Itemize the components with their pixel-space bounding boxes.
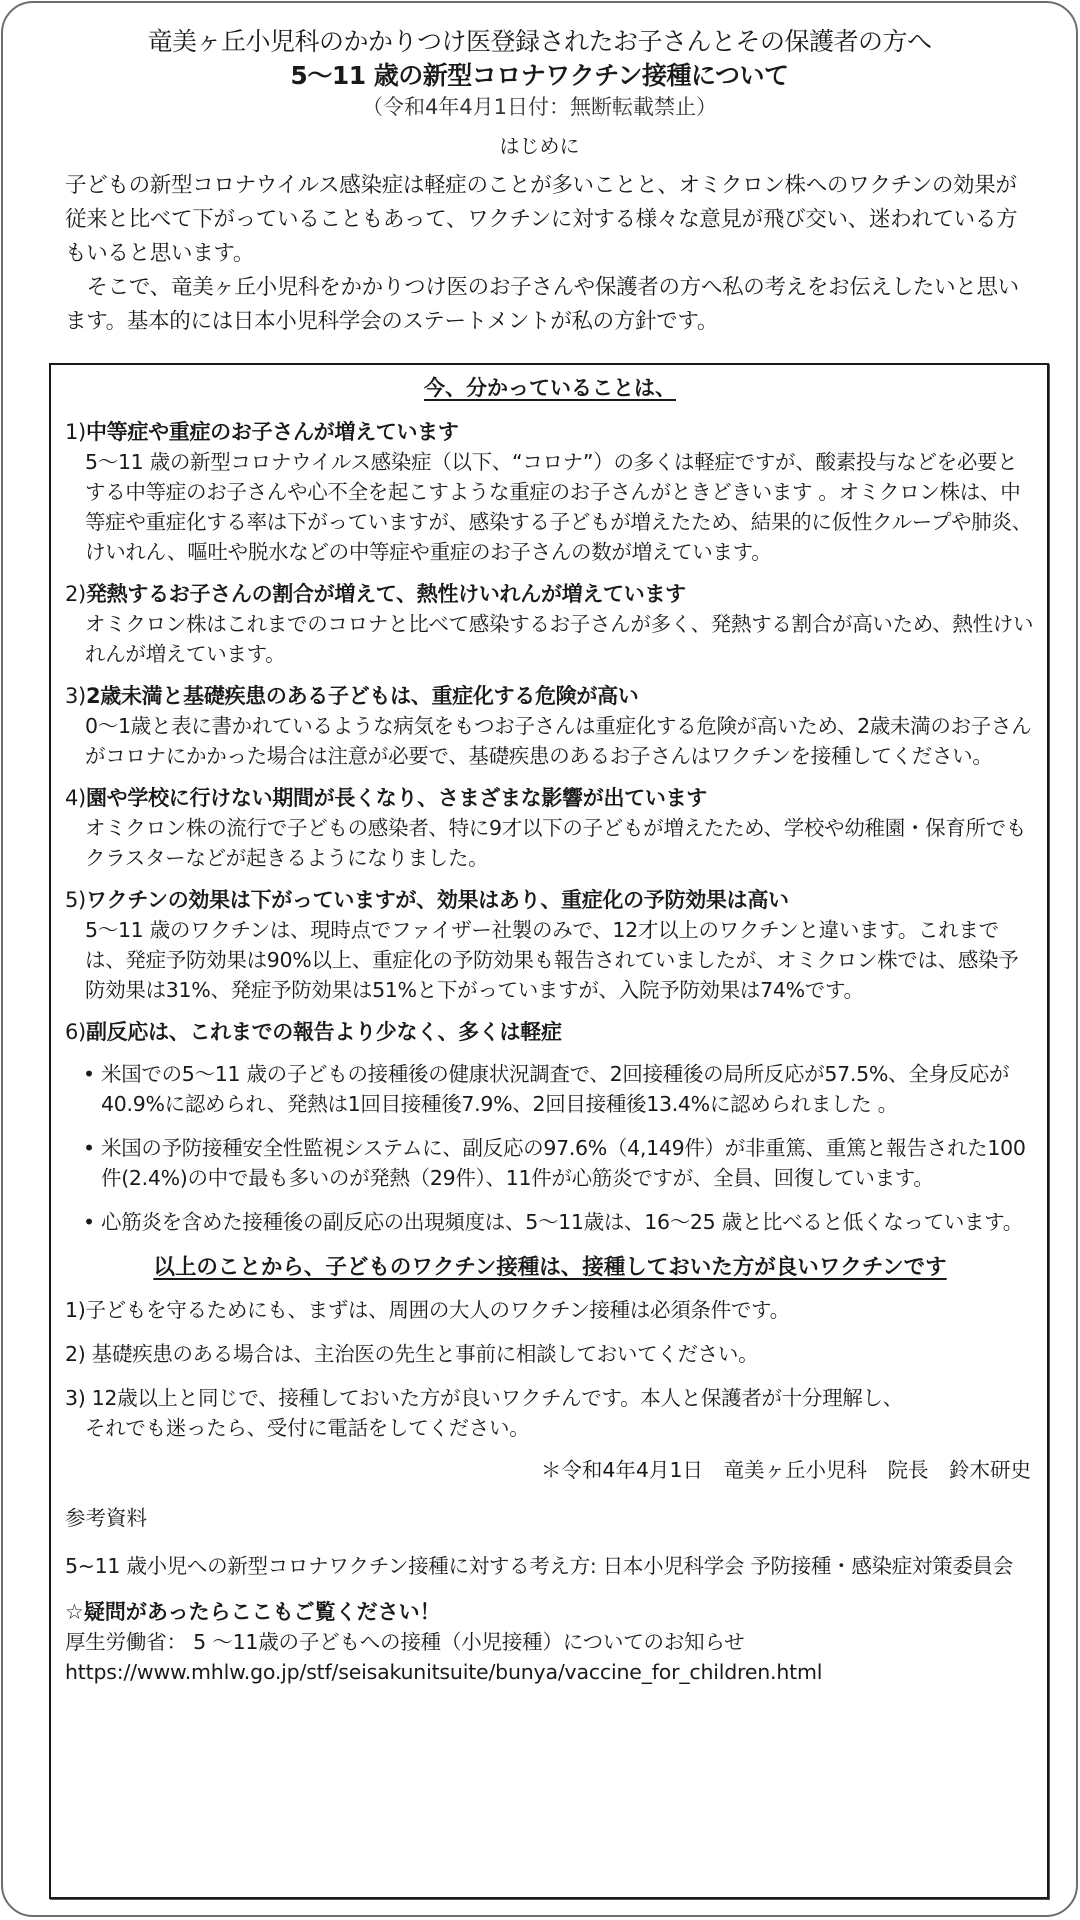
findings-box — [49, 363, 1049, 1899]
conclusion-list — [65, 1295, 1035, 1443]
finding-item-2 — [65, 579, 1035, 669]
finding-item-1 — [65, 417, 1035, 567]
document-card — [1, 1, 1078, 1917]
finding-body: 0～1歳と表に書かれているような病気をもつお子さんは重症化する危険が高いため、2歳未満のお子さんがコロナにかかった場合は注意が必要で、基礎疾患のあるお子さんはワクチンを接種してください。 — [85, 714, 1032, 768]
finding-item-3 — [65, 681, 1035, 771]
bullet-dot-icon: • — [83, 1062, 95, 1086]
finding-number: 6) — [65, 1020, 86, 1044]
bullet-text: 米国での5～11 歳の子どもの接種後の健康状況調査で、2回接種後の局所反応が57.5%、全身反応が40.9%に認められ、発熱は1回目接種後7.9%、2回目接種後13.4%に認められました 。 — [101, 1062, 1010, 1116]
bullet-text: 心筋炎を含めた接種後の副反応の出現頻度は、5～11歳は、16～25 歳と比べると低くなっています。 — [101, 1210, 1023, 1234]
finding-number: 1) — [65, 420, 86, 444]
finding-title-text: 2歳未満と基礎疾患のある子どもは、重症化する危険が高い — [85, 684, 639, 708]
conclusion-text: 基礎疾患のある場合は、主治医の先生と事前に相談しておいてください。 — [91, 1342, 759, 1366]
references-label: 参考資料 — [65, 1506, 147, 1530]
finding-number: 2) — [65, 582, 86, 606]
faq-title: ☆疑問があったらここもご覧ください！ — [65, 1600, 441, 1624]
intro-heading: はじめに — [499, 134, 580, 158]
finding-title — [65, 1017, 1035, 1047]
conclusion-item-1 — [65, 1295, 1035, 1325]
finding-body: 5～11 歳のワクチンは、現時点でファイザー社製のみで、12才以上のワクチンと違います。これまでは、発症予防効果は90%以上、重症化の予防効果も報告されていましたが、オミクロン株では、感染予防効果は31%、発症予防効果は51%と下がっていますが、入院予防効果は74%です。 — [85, 918, 1019, 1002]
findings-heading: 今、分かっていることは、 — [424, 376, 676, 400]
finding-body: オミクロン株はこれまでのコロナと比べて感染するお子さんが多く、発熱する割合が高いため、熱性けいれんが増えています。 — [85, 612, 1034, 666]
conclusion-number: 3) — [65, 1386, 92, 1410]
bullet-item — [65, 1059, 1035, 1119]
finding-title-text: 中等症や重症のお子さんが増えています — [85, 420, 459, 444]
finding-title-text: 発熱するお子さんの割合が増えて、熱性けいれんが増えています — [85, 582, 686, 606]
title-line-1: 竜美ヶ丘小児科のかかりつけ医登録されたお子さんとその保護者の方へ — [147, 27, 932, 56]
bullet-dot-icon: • — [83, 1210, 95, 1234]
bullet-item — [65, 1133, 1035, 1193]
finding-title — [65, 579, 1035, 609]
finding-title-text: ワクチンの効果は下がっていますが、効果はあり、重症化の予防効果は高い — [85, 888, 789, 912]
finding-title — [65, 783, 1035, 813]
finding-title — [65, 417, 1035, 447]
bullet-item — [65, 1207, 1035, 1237]
conclusion-item-3 — [65, 1383, 1035, 1443]
side-effect-bullets — [65, 1059, 1035, 1237]
conclusion-heading: 以上のことから、子どものワクチン接種は、接種しておいた方が良いワクチンです — [153, 1255, 947, 1280]
bullet-text: 米国の予防接種安全性監視システムに、副反応の97.6%（4,149件）が非重篤、重篤と報告された100件(2.4%)の中で最も多いのが発熱（29件）、11件が心筋炎ですが、全員、回復しています。 — [101, 1136, 1026, 1190]
finding-number: 3) — [65, 684, 86, 708]
finding-title — [65, 681, 1035, 711]
finding-number: 4) — [65, 786, 86, 810]
intro-paragraph-2: そこで、竜美ヶ丘小児科をかかりつけ医のお子さんや保護者の方へ私の考えをお伝えしたいと思います。基本的には日本小児科学会のステートメントが私の方針です。 — [65, 275, 1019, 334]
conclusion-text-continued: それでも迷ったら、受付に電話をしてください。 — [85, 1416, 530, 1440]
finding-title — [65, 885, 1035, 915]
date-subtitle: （令和4年4月1日付：無断転載禁止） — [361, 95, 718, 119]
conclusion-text: 12歳以上と同じで、接種しておいた方が良いワクチんです。本人と保護者が十分理解し、 — [91, 1386, 903, 1410]
conclusion-text: 子どもを守るためにも、まずは、周囲の大人のワクチン接種は必須条件です。 — [85, 1298, 790, 1322]
document-header — [3, 25, 1076, 161]
signature: ＊令和4年4月1日 竜美ヶ丘小児科 院長 鈴木研史 — [540, 1458, 1031, 1482]
conclusion-number: 1) — [65, 1298, 86, 1322]
finding-item-4 — [65, 783, 1035, 873]
intro-section — [65, 169, 1025, 339]
conclusion-item-2 — [65, 1339, 1035, 1369]
conclusion-number: 2) — [65, 1342, 92, 1366]
faq-source: 厚生労働省： 5 ～11歳の子どもへの接種（小児接種）についてのお知らせ — [65, 1630, 745, 1654]
finding-item-6 — [65, 1017, 1035, 1237]
reference-citation: 5~11 歳小児への新型コロナワクチン接種に対する考え方: 日本小児科学会 予防接種・感染症対策委員会 — [65, 1554, 1013, 1578]
finding-title-text: 副反応は、これまでの報告より少なく、多くは軽症 — [85, 1020, 562, 1044]
title-line-2: 5～11 歳の新型コロナワクチン接種について — [290, 61, 789, 90]
finding-body: オミクロン株の流行で子どもの感染者、特に9才以下の子どもが増えたため、学校や幼稚園・保育所でもクラスターなどが起きるようになりました。 — [85, 816, 1027, 870]
bullet-dot-icon: • — [83, 1136, 95, 1160]
finding-number: 5) — [65, 888, 86, 912]
finding-item-5 — [65, 885, 1035, 1005]
finding-title-text: 園や学校に行けない期間が長くなり、さまざまな影響が出ています — [85, 786, 707, 810]
mhlw-link[interactable]: https://www.mhlw.go.jp/stf/seisakunitsuite/bunya/vaccine_for_children.html — [65, 1660, 823, 1684]
finding-body: 5～11 歳の新型コロナウイルス感染症（以下、“コロナ”）の多くは軽症ですが、酸素投与などを必要とする中等症のお子さんや心不全を起こすような重症のお子さんがときどきいます 。オミクロン株は、中等症や重症化する率は下がっていますが、感染する子どもが増えたため、結果的に仮性クループや肺炎、けいれん、嘔吐や脱水などの中等症や重症のお子さんの数が増えています。 — [85, 450, 1032, 564]
intro-paragraph-1: 子どもの新型コロナウイルス感染症は軽症のことが多いことと、オミクロン株へのワクチンの効果が従来と比べて下がっていることもあって、ワクチンに対する様々な意見が飛び交い、迷われている方もいると思います。 — [65, 173, 1018, 266]
